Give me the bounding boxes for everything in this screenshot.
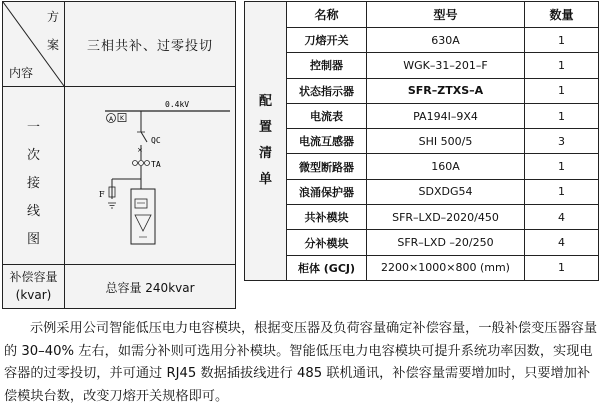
table-row: 状态指示器 SFR–ZTXS–A 1: [245, 78, 599, 103]
table-row: 控制器 WGK–31–201–F 1: [245, 53, 599, 78]
capacity-label: 补偿容量: [9, 270, 58, 284]
header-content: 内容: [9, 66, 34, 80]
header-fa: 方: [47, 10, 60, 24]
header-model: 型号: [367, 2, 525, 28]
plan-title: 三相共补、过零投切: [86, 38, 213, 54]
controller-label: K: [120, 115, 124, 122]
table-row: 电流互感器 SHI 500/5 3: [245, 129, 599, 154]
ta-label: TA: [151, 160, 161, 169]
capacity-value: 总容量 240kvar: [105, 280, 195, 295]
capacitor-module-icon: [131, 189, 155, 244]
f-label: F: [99, 190, 105, 199]
table-row: 共补模块 SFR–LXD–2020/450 4: [245, 205, 599, 230]
switch-icon: [141, 132, 147, 142]
section-char-3: 接: [26, 176, 40, 191]
table-row: 浪涌保护器 SDXDG54 1: [245, 179, 599, 204]
svg-text:⨯: ⨯: [137, 146, 143, 154]
ammeter-label: A: [108, 116, 114, 123]
table-row: 柜体 (GCJ) 2200×1000×800 (mm) 1: [245, 255, 599, 280]
voltage-label: 0.4kV: [165, 100, 190, 109]
table-row: 刀熔开关 630A 1: [245, 28, 599, 53]
section-char-4: 线: [26, 204, 40, 219]
header-an: 案: [47, 38, 60, 52]
table-row: 微型断路器 160A 1: [245, 154, 599, 179]
description-paragraph: 示例采用公司智能低压电力电容模块，根据变压器及负荷容量确定补偿容量，一般补偿变压器容量的 30–40% 左右，如需分补则可选用分补模块。智能低压电力电容模块可提升系统功率因数，实现电容器的过零投切，并可通过 RJ45 数据插拔线进行 485 联机通讯，补偿容量需要增加时，只要增加补偿模块台数，改变刀熔开关规格即可。: [4, 321, 598, 404]
config-side-label: 配 置 清 单: [245, 2, 287, 281]
capacity-unit: (kvar): [15, 288, 52, 302]
table-row: 电流表 PA194I–9X4 1: [245, 103, 599, 128]
section-char-2: 次: [26, 148, 40, 163]
config-table: [244, 1, 598, 281]
qc-label: QC: [151, 136, 161, 145]
section-char-1: 一: [26, 120, 40, 135]
table-row: 分补模块 SFR–LXD –20/250 4: [245, 230, 599, 255]
ct-icon: [133, 161, 138, 166]
section-char-5: 图: [26, 232, 40, 247]
scheme-table: [2, 1, 236, 309]
header-qty: 数量: [525, 2, 599, 28]
header-name: 名称: [287, 2, 367, 28]
wiring-diagram: [65, 87, 235, 263]
